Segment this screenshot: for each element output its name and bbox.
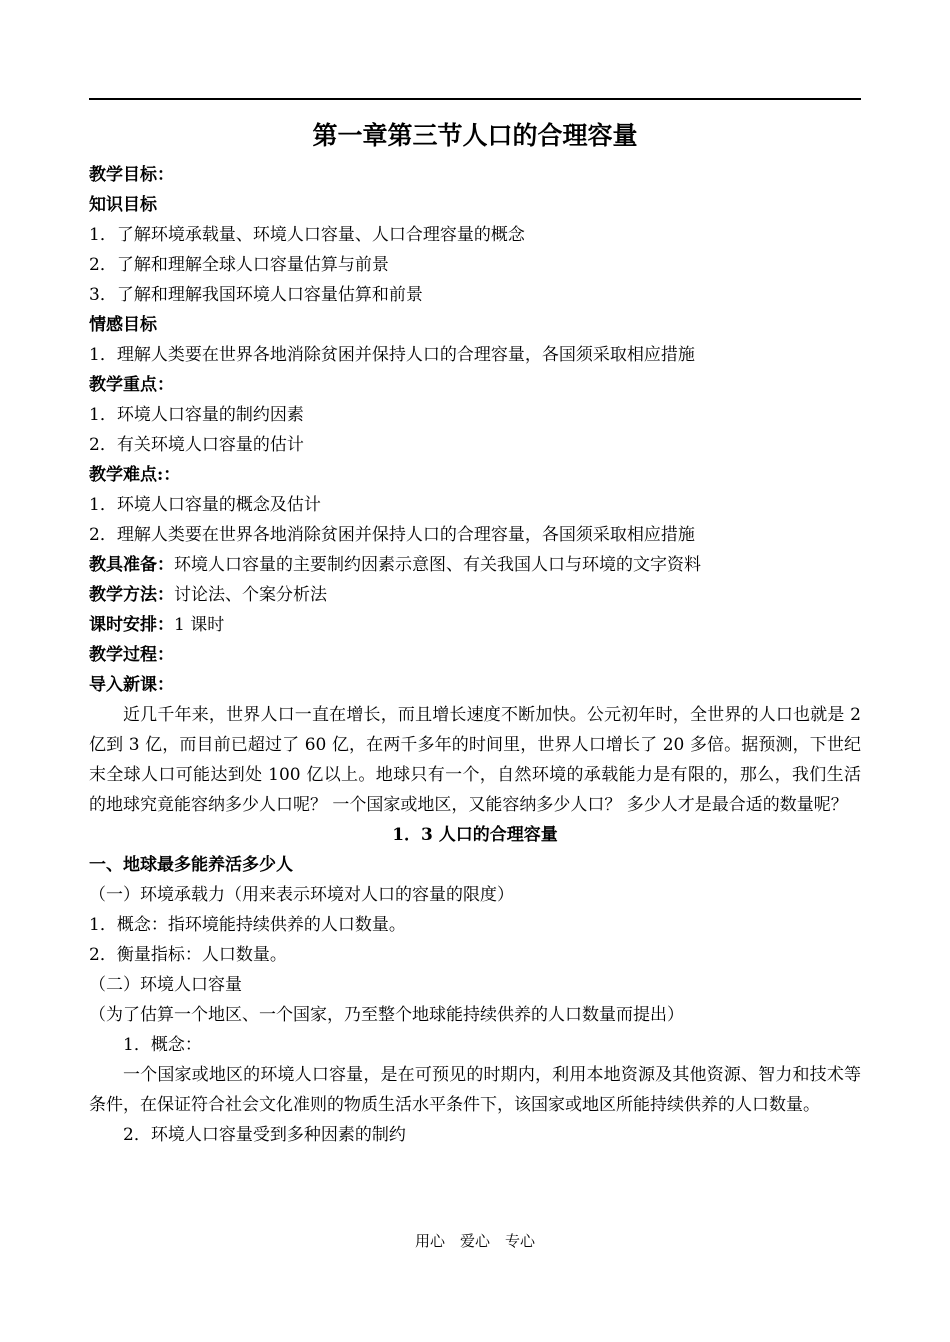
- knowledge-item: 2．了解和理解全球人口容量估算与前景: [89, 255, 389, 275]
- key-point-item: 1．环境人口容量的制约因素: [89, 405, 304, 425]
- subsection2-heading: （二）环境人口容量: [89, 975, 242, 995]
- document-title: 第一章第三节人口的合理容量: [312, 121, 638, 150]
- emotion-goals-heading: 情感目标: [89, 315, 157, 335]
- part1-heading: 一、地球最多能养活多少人: [89, 855, 293, 875]
- intro-paragraph: 近几千年来，世界人口一直在增长，而且增长速度不断加快。公元初年时，全世界的人口也就是 2 亿到 3 亿，而目前已超过了 60 亿，在两千多年的时间里，世界人口增长了 20 多倍。据预测，下世纪末全球人口可能达到处 100 亿以上。地球只有一个，自然环境的承载能力是有限的，那么，我们生活的地球究竟能容纳多少人口呢？ 一个国家或地区，又能容纳多少人口？ 多少人才是最合适的数量呢？: [89, 705, 861, 815]
- tools-label: 教具准备：: [89, 555, 174, 575]
- intro-heading: 导入新课：: [89, 675, 174, 695]
- teaching-goals-heading: 教学目标：: [89, 165, 174, 185]
- difficulty-item: 1．环境人口容量的概念及估计: [89, 495, 321, 515]
- schedule-value: 1 课时: [174, 615, 225, 635]
- methods-label: 教学方法：: [89, 585, 174, 605]
- schedule-line: [89, 610, 861, 640]
- difficulty-item: 2．理解人类要在世界各地消除贫困并保持人口的合理容量，各国须采取相应措施: [89, 525, 695, 545]
- subsection1-item: 2．衡量指标：人口数量。: [89, 945, 287, 965]
- concept-label: 1．概念：: [123, 1035, 202, 1055]
- header-rule: [89, 98, 861, 100]
- methods-value: 讨论法、个案分析法: [174, 585, 327, 605]
- knowledge-item: 1．了解环境承载量、环境人口容量、人口合理容量的概念: [89, 225, 525, 245]
- subsection1-item: 1．概念：指环境能持续供养的人口数量。: [89, 915, 406, 935]
- difficulties-heading: 教学难点:：: [89, 465, 181, 485]
- page-footer: 用心 爱心 专心: [414, 1232, 535, 1250]
- key-point-item: 2．有关环境人口容量的估计: [89, 435, 304, 455]
- tools-line: [89, 550, 861, 580]
- tools-value: 环境人口容量的主要制约因素示意图、有关我国人口与环境的文字资料: [174, 555, 701, 575]
- knowledge-goals-heading: 知识目标: [89, 195, 157, 215]
- schedule-label: 课时安排：: [89, 615, 174, 635]
- document-body: [89, 118, 861, 1150]
- concept-paragraph: 一个国家或地区的环境人口容量，是在可预见的时期内，利用本地资源及其他资源、智力和技术等条件，在保证符合社会文化准则的物质生活水平条件下，该国家或地区所能持续供养的人口数量。: [89, 1065, 861, 1115]
- key-points-heading: 教学重点：: [89, 375, 174, 395]
- knowledge-item: 3．了解和理解我国环境人口容量估算和前景: [89, 285, 423, 305]
- subsection2-note: （为了估算一个地区、一个国家，乃至整个地球能持续供养的人口数量而提出）: [89, 1005, 684, 1025]
- emotion-item: 1．理解人类要在世界各地消除贫困并保持人口的合理容量，各国须采取相应措施: [89, 345, 695, 365]
- section-title: 1．3 人口的合理容量: [392, 825, 558, 845]
- methods-line: [89, 580, 861, 610]
- factor-item: 2．环境人口容量受到多种因素的制约: [123, 1125, 406, 1145]
- process-heading: 教学过程：: [89, 645, 174, 665]
- subsection1-heading: （一）环境承载力（用来表示环境对人口的容量的限度）: [89, 885, 514, 905]
